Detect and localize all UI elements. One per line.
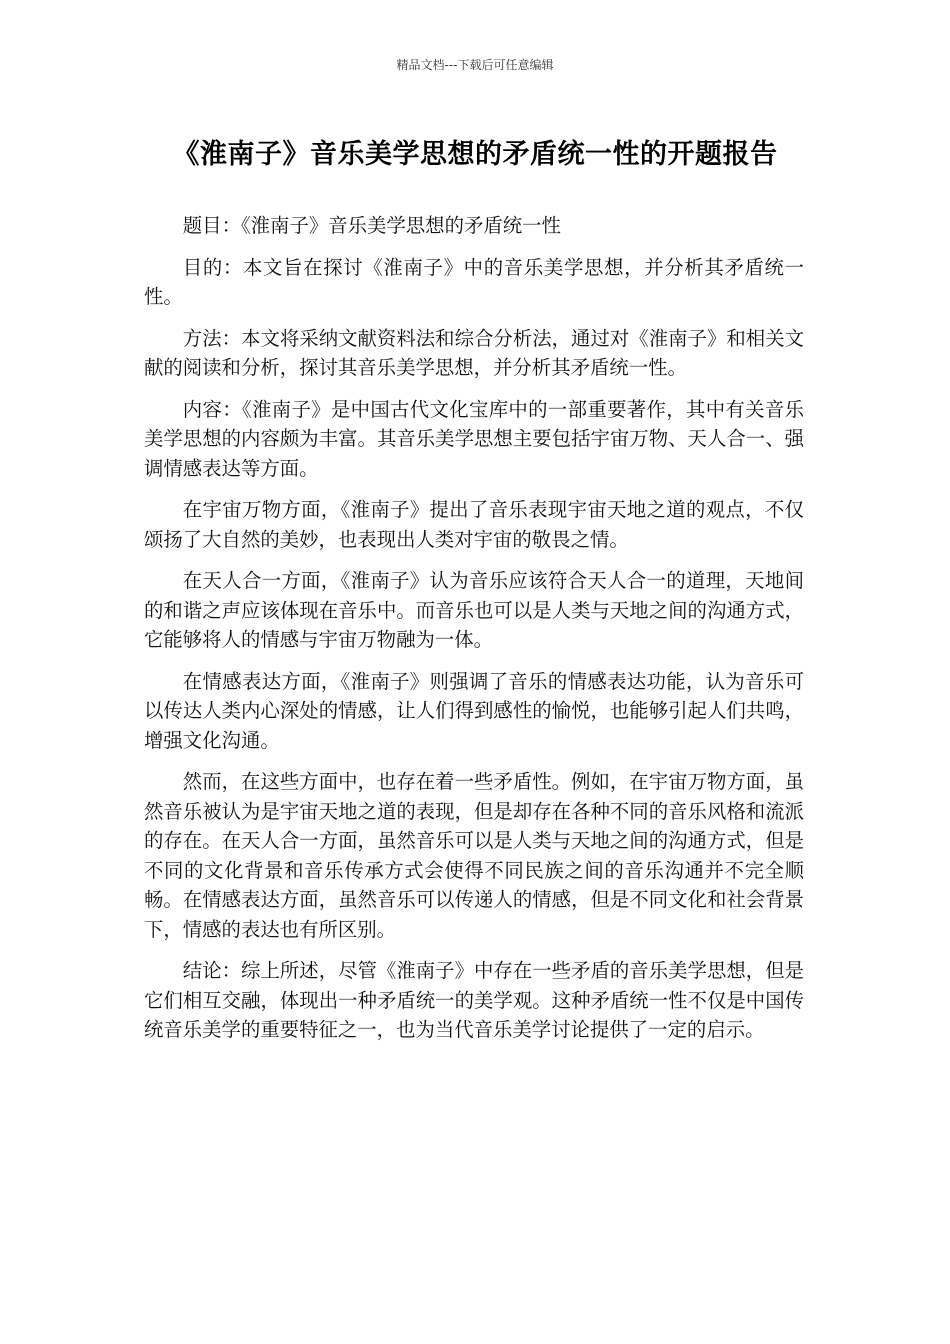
paragraph-method: 方法：本文将采纳文献资料法和综合分析法，通过对《淮南子》和相关文献的阅读和分析，探讨其音乐美学思想，并分析其矛盾统一性。	[144, 326, 804, 379]
header-note: 精品文档---下载后可任意编辑	[396, 58, 554, 72]
paragraph-conclusion: 结论：综上所述，尽管《淮南子》中存在一些矛盾的音乐美学思想，但是它们相互交融，体现出一种矛盾统一的美学观。这种矛盾统一性不仅是中国传统音乐美学的重要特征之一，也为当代音乐美学讨论提供了一定的启示。	[144, 959, 804, 1041]
paragraph-content: 内容：《淮南子》是中国古代文化宝库中的一部重要著作，其中有关音乐美学思想的内容颇为丰富。其音乐美学思想主要包括宇宙万物、天人合一、强调情感表达等方面。	[144, 397, 804, 480]
paragraph-topic: 题目：《淮南子》音乐美学思想的矛盾统一性	[182, 214, 561, 237]
paragraph-universe: 在宇宙万物方面，《淮南子》提出了音乐表现宇宙天地之道的观点，不仅颂扬了大自然的美妙，也表现出人类对宇宙的敬畏之情。	[144, 498, 804, 551]
paragraph-purpose: 目的：本文旨在探讨《淮南子》中的音乐美学思想，并分析其矛盾统一性。	[144, 255, 804, 308]
paragraph-emotion: 在情感表达方面，《淮南子》则强调了音乐的情感表达功能，认为音乐可以传达人类内心深处的情感，让人们得到感性的愉悦，也能够引起人们共鸣，增强文化沟通。	[144, 669, 804, 752]
document-body	[144, 211, 804, 1057]
paragraph-contradiction: 然而，在这些方面中，也存在着一些矛盾性。例如，在宇宙万物方面，虽然音乐被认为是宇宙天地之道的表现，但是却存在各种不同的音乐风格和流派的存在。在天人合一方面，虽然音乐可以是人类与天地之间的沟通方式，但是不同的文化背景和音乐传承方式会使得不同民族之间的音乐沟通并不完全顺畅。在情感表达方面，虽然音乐可以传递人的情感，但是不同文化和社会背景下，情感的表达也有所区别。	[144, 770, 804, 941]
document-title: 《淮南子》音乐美学思想的矛盾统一性的开题报告	[172, 139, 778, 170]
paragraph-heaven-human: 在天人合一方面，《淮南子》认为音乐应该符合天人合一的道理，天地间的和谐之声应该体现在音乐中。而音乐也可以是人类与天地之间的沟通方式，它能够将人的情感与宇宙万物融为一体。	[144, 569, 804, 651]
